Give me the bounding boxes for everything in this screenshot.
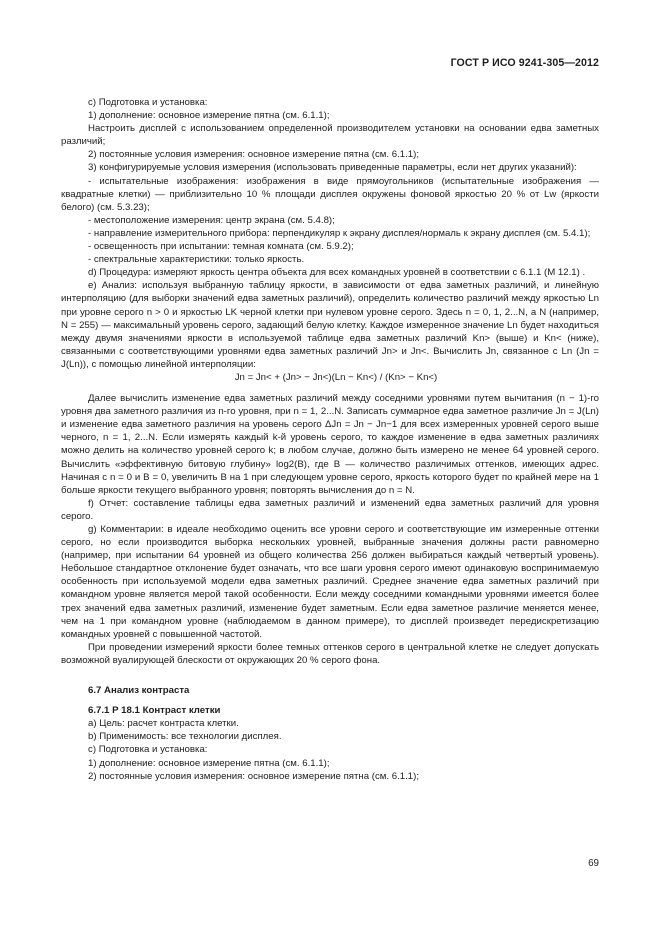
interpolation-formula: Jn = Jn< + (Jn> − Jn<)(Ln − Kn<) / (Kn> − Kn<) bbox=[234, 371, 438, 383]
paragraph: - направление измерительного прибора: перпендикуляр к экрану дисплея/нормаль к экрану дисплея (см. 5.4.1); bbox=[88, 227, 591, 239]
paragraph: Настроить дисплей с использованием определенной производителем установки на основании едва заметных различий; bbox=[61, 123, 599, 148]
paragraph: c) Подготовка и установка: bbox=[88, 97, 208, 108]
standard-header: ГОСТ Р ИСО 9241-305—2012 bbox=[450, 57, 599, 69]
list-item: c) Подготовка и установка: bbox=[88, 744, 208, 756]
paragraph: При проведении измерений яркости более темных оттенков серого в центральной клетке не следует допускать возможной вуалирующей блескости от окружающих 20 % серого фона. bbox=[61, 641, 599, 666]
paragraph: 2) постоянные условия измерения: основное измерение пятна (см. 6.1.1); bbox=[88, 149, 420, 161]
list-item: b) Применимость: все технологии дисплея. bbox=[88, 731, 282, 743]
section-heading: 6.7 Анализ контраста bbox=[88, 685, 190, 697]
subsection-heading: 6.7.1 Р 18.1 Контраст клетки bbox=[88, 705, 221, 717]
paragraph: - освещенность при испытании: темная комната (см. 5.9.2); bbox=[88, 241, 354, 253]
list-item: 2) постоянные условия измерения: основное измерение пятна (см. 6.1.1); bbox=[88, 770, 420, 782]
paragraph: e) Анализ: используя выбранную таблицу яркости, в зависимости от едва заметных различий, и линейную интерполяцию (для выборки значений едва заметных различий), определить количество различий между яркостью Ln при уровне серого n > 0 и яркостью LK черной клетки при нулевом уровне серого. Здесь n = 0, 1, 2...N, а N (например, N = 255) — максимальный уровень серого, задающий белую клетку. Каждое измеренное значение Ln будет находиться между двумя значениями яркости в используемой таблице едва заметных различий Kn> (выше) и Kn< (ниже), связанными с соответствующими уровнями едва заметных различий Jn> и Jn<. Вычислить Jn, связанное с Ln (Jn = J(Ln)), с помощью линейной интерполяции: bbox=[61, 280, 599, 370]
paragraph: d) Процедура: измеряют яркость центра объекта для всех командных уровней в соответствии с 6.1.1 (М 12.1) . bbox=[88, 267, 586, 279]
list-item: a) Цель: расчет контраста клетки. bbox=[88, 718, 239, 730]
page-body bbox=[61, 96, 599, 783]
page-number: 69 bbox=[588, 858, 599, 869]
paragraph: - спектральные характеристики: только яркость. bbox=[88, 254, 305, 266]
paragraph: - местоположение измерения: центр экрана (см. 5.4.8); bbox=[88, 214, 335, 226]
paragraph: 3) конфигурируемые условия измерения (использовать приведенные параметры, если нет других указаний): bbox=[88, 162, 577, 174]
list-item: 1) дополнение: основное измерение пятна (см. 6.1.1); bbox=[88, 757, 330, 769]
paragraph: 1) дополнение: основное измерение пятна (см. 6.1.1); bbox=[88, 110, 330, 122]
paragraph: f) Отчет: составление таблицы едва заметных различий и изменений едва заметных различий для уровня серого. bbox=[61, 497, 599, 522]
paragraph: - испытательные изображения: изображения в виде прямоугольников (испытательные изображения — квадратные клетки) — приблизительно 10 % площади дисплея окружены фоновой яркостью 20 % от Lw (яркости белого) (см. 5.3.23); bbox=[61, 175, 599, 213]
paragraph: Далее вычислить изменение едва заметных различий между соседними уровнями путем вычитания (n − 1)-го уровня два заметного различия из n-го уровня, при n = 1, 2...N. Записать суммарное едва заметное различие Jn = J(Ln) и изменение едва заметного различия на уровень серого ΔJn = Jn − Jn−1 для всех измеренных уровней серого выше черного, n = 1, 2...N. Если измерять каждый k-й уровень серого, то каждое изменение в едва заметных различиях можно делить на количество уровней серого k; в любом случае, должно быть измерено не менее 64 уровней серого. Вычислить «эффективную битовую глубину» log2(B), где B — количество различимых оттенков, имеющих адрес. Начиная с n = 0 и B = 0, увеличить B на 1 при следующем уровне серого, яркость которого будет по крайней мере на 1 больше яркости текущего выбранного уровня; повторять вычисления до n = N. bbox=[61, 393, 599, 496]
paragraph: g) Комментарии: в идеале необходимо оценить все уровни серого и соответствующие им измеренные оттенки серого, но если производится выборка нескольких уровней, выбранные значения должны расти равномерно (например, при испытании 64 уровней из общего количества 256 должен выбираться каждый четвертый уровень). Небольшое стандартное отклонение будет означать, что все шаги уровня серого имеют одинаковую воспринимаемую особенность при используемой модели едва заметных различий. Среднее значение едва заметных различий при командном уровне является мерой такой особенности. Если между соседними командными уровнями имеется более трех значений едва заметных различий, изменение будет заметным. Если едва заметное различие меняется менее, чем на 1 при командном уровне (наблюдаемом в данном примере), то дисплей произведет передискретизацию командных уровней с повышенной частотой. bbox=[61, 524, 599, 640]
